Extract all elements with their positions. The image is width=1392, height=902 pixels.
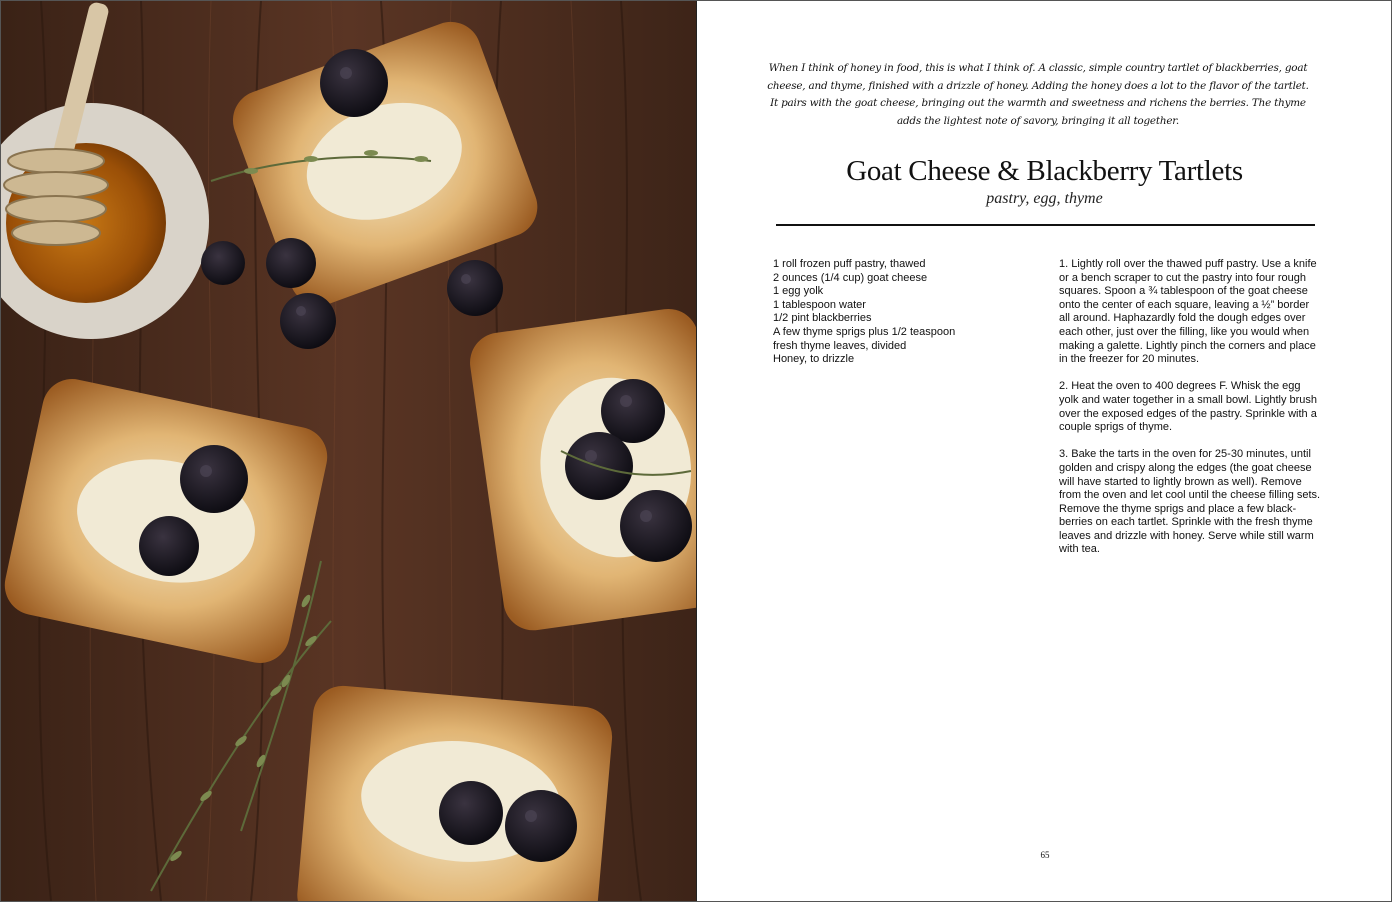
- ingredients-list: [773, 258, 1023, 367]
- recipe-photo: [1, 1, 697, 901]
- ingredient-item: A few thyme sprigs plus 1/2 teaspoon fresh thyme leaves, divided: [773, 325, 956, 352]
- instruction-step: 1. Lightly roll over the thawed puff pastry. Use a knife or a bench scraper to cut the pastry into four rough squares. Spoon a ¾ tablespoon of the goat cheese onto the center of each square, leaving a ½” border all around. Haphazardly fold the dough edges over each other, just over the filling, like you would when making a galette. Lightly pinch the corners and place in the freezer for 20 minutes.: [1059, 258, 1317, 366]
- recipe-subtitle: pastry, egg, thyme: [986, 190, 1103, 207]
- recipe-page: [698, 1, 1391, 901]
- instructions: [1059, 258, 1321, 571]
- ingredient-item: 1 egg yolk: [773, 285, 824, 298]
- recipe-intro: When I think of honey in food, this is what I think of. A classic, simple country tartlet of blackberries, goat cheese, and thyme, finished with a drizzle of honey. Adding the honey does a lot to the flavor of the tartlet. It pairs with the goat cheese, bringing out the warmth and sweetness and richens the berries. The thyme adds the lightest note of savory, bringing it all together.: [767, 62, 1309, 127]
- ingredient-item: 1 roll frozen puff pastry, thawed: [773, 258, 926, 270]
- tartlets-photo-illustration: [1, 1, 696, 901]
- instruction-step: 2. Heat the oven to 400 degrees F. Whisk the egg yolk and water together in a small bowl. Lightly brush over the exposed edges of the pastry. Sprinkle with a couple sprigs of thyme.: [1059, 380, 1318, 434]
- title-divider: [776, 224, 1315, 226]
- page-number: 65: [1040, 850, 1050, 860]
- instruction-step: 3. Bake the tarts in the oven for 25-30 minutes, until golden and crispy along the edges (the goat cheese will have started to lightly brown as well). Remove from the oven and let cool until the cheese filling sets. Remove the thyme sprigs and place a few black-berries on each tartlet. Sprinkle with the fresh thyme leaves and drizzle with honey. Serve while still warm with tea.: [1059, 448, 1321, 556]
- recipe-title: Goat Cheese & Blackberry Tartlets: [846, 155, 1243, 187]
- ingredient-item: 1 tablespoon water: [773, 298, 866, 311]
- ingredient-item: Honey, to drizzle: [773, 353, 855, 366]
- ingredient-item: 2 ounces (1/4 cup) goat cheese: [773, 271, 928, 284]
- ingredient-item: 1/2 pint blackberries: [773, 312, 872, 325]
